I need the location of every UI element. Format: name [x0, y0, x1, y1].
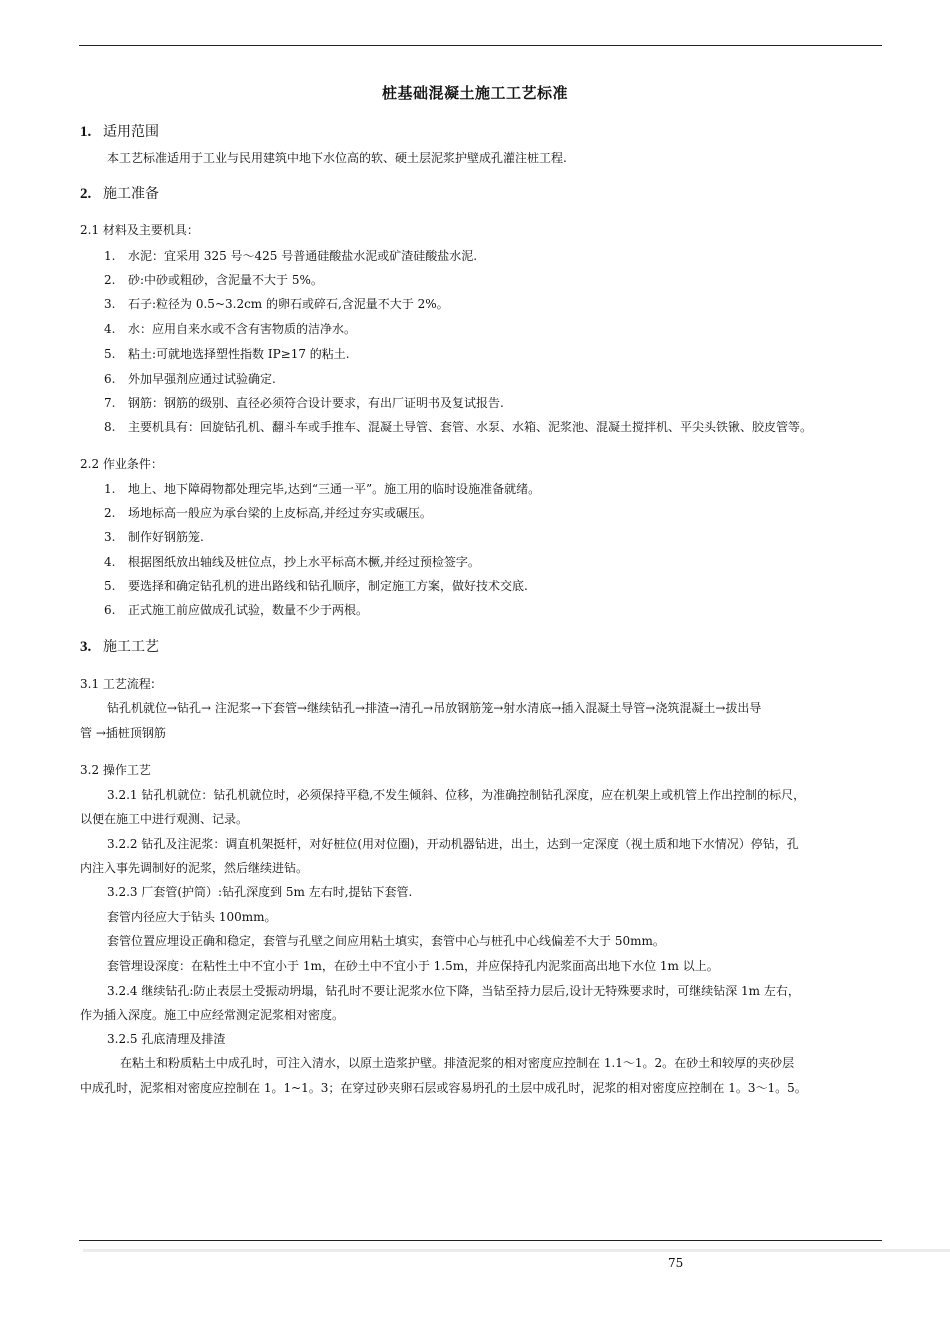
- paragraph-3-2-3: 3.2.3 厂套管(护筒）:钻孔深度到 5m 左右时,提钻下套管.: [107, 885, 413, 899]
- subsection-title: 工艺流程:: [102, 677, 155, 691]
- section-title: 适用范围: [103, 124, 159, 140]
- paragraph-3-2-5-cont: 中成孔时，泥浆相对密度应控制在 1。1~1。3；在穿过砂夹卵石层或容易坍孔的土层中成孔时，泥浆的相对密度应控制在 1。3～1。5。: [80, 1081, 807, 1095]
- footer-rule: [79, 1240, 882, 1241]
- list-item: 7. 钢筋：钢筋的级别、直径必须符合设计要求，有出厂证明书及复试报告.: [104, 396, 504, 410]
- process-flow-line-1: 钻孔机就位→钻孔→ 注泥浆→下套管→继续钻孔→排渣→清孔→吊放钢筋笼→射水清底→插入混凝土导管→浇筑混凝土→拔出导: [107, 701, 762, 715]
- subsection-3-1-heading: [80, 675, 155, 692]
- subsection-number: 3.1: [80, 677, 100, 691]
- subsection-3-2-heading: [80, 761, 151, 778]
- list-item: 1. 水泥：宜采用 325 号～425 号普通硅酸盐水泥或矿渣硅酸盐水泥.: [104, 249, 478, 263]
- subsection-title: 作业条件：: [102, 457, 163, 471]
- list-item: 8. 主要机具有：回旋钻孔机、翻斗车或手推车、混凝土导管、套管、水泵、水箱、泥浆池、混凝土搅拌机、平尖头铁锹、胶皮管等。: [104, 420, 813, 434]
- section-title: 施工工艺: [103, 639, 159, 655]
- section-title: 施工准备: [103, 186, 159, 202]
- paragraph-3-2-3-c: 套管位置应埋设正确和稳定，套管与孔壁之间应用粘土填实，套管中心与桩孔中心线偏差不大于 50mm。: [107, 934, 665, 948]
- subsection-title: 材料及主要机具：: [102, 223, 199, 237]
- subsection-title: 操作工艺: [102, 763, 151, 777]
- process-flow-line-2: 管 →插桩顶钢筋: [80, 726, 166, 740]
- page-title: 桩基础混凝土施工工艺标准: [381, 84, 568, 102]
- subsection-number: 2.2: [80, 457, 100, 471]
- section-1-heading: [80, 121, 159, 141]
- subsection-number: 2.1: [80, 223, 100, 237]
- list-item: 3. 制作好钢筋笼.: [104, 530, 204, 544]
- paragraph-3-2-4: 3.2.4 继续钻孔:防止表层土受振动坍塌，钻孔时不要让泥浆水位下降，当钻至持力层后,设计无特殊要求时，可继续钻深 1m 左右，: [107, 984, 800, 998]
- list-item: 3. 石子:粒径为 0.5~3.2cm 的卵石或碎石,含泥量不大于 2%。: [104, 297, 449, 311]
- list-item: 2. 砂:中砂或粗砂，含泥量不大于 5%。: [104, 273, 323, 287]
- paragraph-3-2-1: 3.2.1 钻孔机就位：钻孔机就位时，必须保持平稳,不发生倾斜、位移，为准确控制钻孔深度，应在机架上或机管上作出控制的标尺，: [107, 788, 806, 802]
- paragraph-3-2-5: 在粘土和粉质粘土中成孔时，可注入清水，以原土造浆护壁。排渣泥浆的相对密度应控制在 1.1～1。2。在砂土和较厚的夹砂层: [120, 1056, 795, 1070]
- page-number: 75: [668, 1256, 684, 1270]
- list-item: 1. 地上、地下障碍物都处理完毕,达到“三通一平”。施工用的临时设施准备就绪。: [104, 482, 541, 496]
- header-rule: [79, 45, 882, 46]
- paragraph-3-2-2-cont: 内注入事先调制好的泥浆，然后继续进钻。: [80, 861, 309, 875]
- list-item: 6. 外加早强剂应通过试验确定.: [104, 372, 276, 386]
- list-item: 5. 要选择和确定钻孔机的进出路线和钻孔顺序，制定施工方案，做好技术交底.: [104, 579, 528, 593]
- section-number: 1.: [80, 124, 92, 140]
- list-item: 4. 水：应用自来水或不含有害物质的洁净水。: [104, 322, 357, 336]
- subsection-2-2-heading: [80, 455, 163, 472]
- list-item: 4. 根据图纸放出轴线及桩位点，抄上水平标高木橛,并经过预检签字。: [104, 555, 480, 569]
- footer-shadow: [83, 1249, 950, 1252]
- subsection-number: 3.2: [80, 763, 100, 777]
- list-item: 2. 场地标高一般应为承台梁的上皮标高,并经过夯实或碾压。: [104, 506, 432, 520]
- list-item: 5. 粘土:可就地选择塑性指数 IP≥17 的粘土.: [104, 347, 350, 361]
- paragraph-3-2-1-cont: 以便在施工中进行观测、记录。: [80, 812, 249, 826]
- section-number: 2.: [80, 186, 92, 202]
- paragraph-3-2-3-d: 套管埋设深度：在粘性土中不宜小于 1m，在砂土中不宜小于 1.5m，并应保持孔内泥浆面高出地下水位 1m 以上。: [107, 959, 719, 973]
- list-item: 6. 正式施工前应做成孔试验，数量不少于两根。: [104, 603, 369, 617]
- section-2-heading: [80, 183, 159, 203]
- section-number: 3.: [80, 639, 92, 655]
- paragraph-3-2-2: 3.2.2 钻孔及注泥浆：调直机架挺杆，对好桩位(用对位圈)，开动机器钻进，出土，达到一定深度（视土质和地下水情况）停钻，孔: [107, 837, 799, 851]
- section-1-text: 本工艺标准适用于工业与民用建筑中地下水位高的软、硬土层泥浆护壁成孔灌注桩工程.: [107, 151, 567, 165]
- section-3-heading: [80, 636, 159, 656]
- paragraph-3-2-3-b: 套管内径应大于钻头 100mm。: [107, 910, 277, 924]
- subsection-2-1-heading: [80, 221, 199, 238]
- paragraph-3-2-4-cont: 作为插入深度。施工中应经常测定泥浆相对密度。: [80, 1008, 345, 1022]
- paragraph-3-2-5-heading: 3.2.5 孔底清理及排渣: [107, 1032, 226, 1046]
